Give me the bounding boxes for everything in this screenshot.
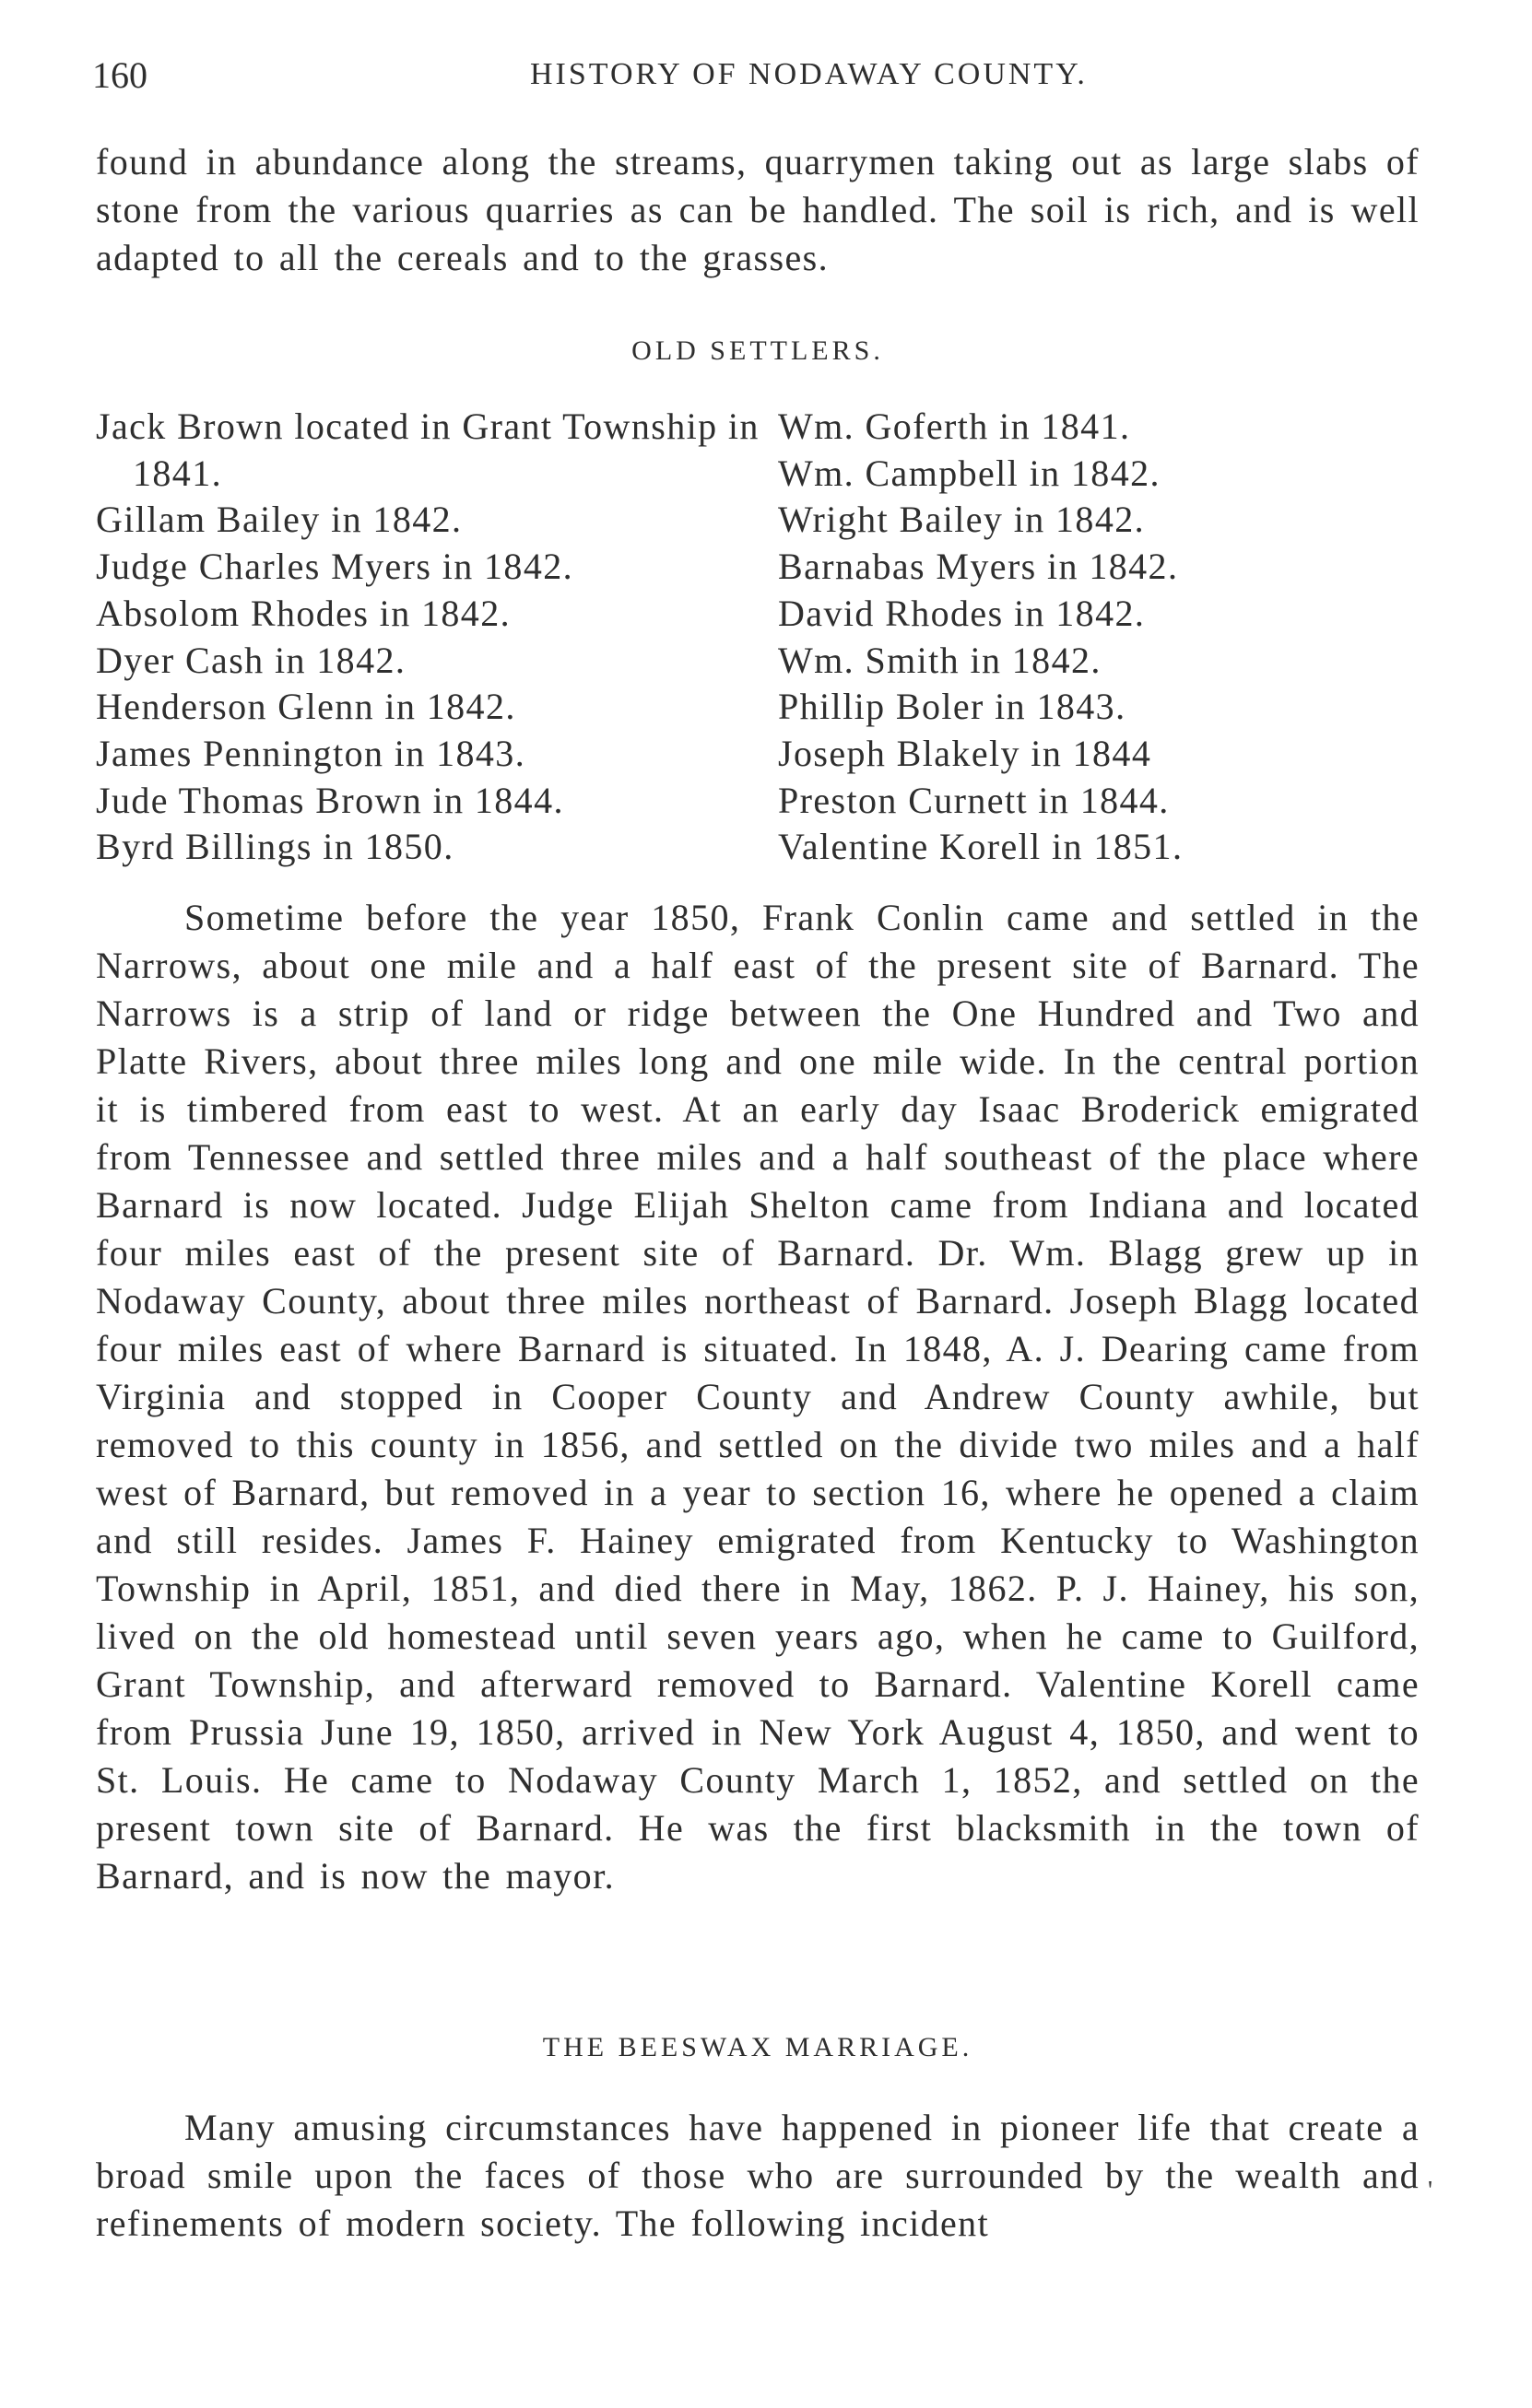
settler-entry: Valentine Korell in 1851. [778, 826, 1184, 868]
settler-entry: Henderson Glenn in 1842. [96, 686, 516, 728]
settler-entry: Jude Thomas Brown in 1844. [96, 779, 564, 821]
beeswax-paragraph: Many amusing circumstances have happened in pioneer life that create a broad smile upon the faces of those who are surrounded by the wealth and refinements of modern society. The following incident [96, 2107, 1420, 2244]
opening-paragraph: found in abundance along the streams, quarrymen taking out as large slabs of stone from the various quarries as can be handled. The soil is rich, and is well adapted to all the cereals and to the grasses. [96, 141, 1420, 278]
narrows-paragraph: Sometime before the year 1850, Frank Conlin came and settled in the Narrows, about one mile and a half east of the present site of Barnard. The Narrows is a strip of land or ridge between the One Hundred and Two and Platte Rivers, about three miles long and one mile wide. In the central portion it is timbered from east to west. At an early day Isaac Broderick emigrated from Tennessee and settled three miles and a half southeast of the place where Barnard is now located. Judge Elijah Shelton came from Indiana and located four miles east of the present site of Barnard. Dr. Wm. Blagg grew up in Nodaway County, about three miles northeast of Barnard. Joseph Blagg located four miles east of where Barnard is situated. In 1848, A. J. Dearing came from Virginia and stopped in Cooper County and Andrew County awhile, but removed to this county in 1856, and settled on the divide two miles and a half west of Barnard, but removed in a year to section 16, where he opened a claim and still resides. James F. Hainey emigrated from Kentucky to Washington Township in April, 1851, and died there in May, 1862. P. J. Hainey, his son, lived on the old homestead until seven years ago, when he came to Guilford, Grant Township, and afterward removed to Barnard. Valentine Korell came from Prussia June 19, 1850, arrived in New York August 4, 1850, and went to St. Louis. He came to Nodaway County March 1, 1852, and settled on the present town site of Barnard. He was the first blacksmith in the town of Barnard, and is now the mayor. [96, 897, 1420, 1897]
settler-entry: Wm. Goferth in 1841. [778, 405, 1131, 447]
margin-mark: ' [1428, 2177, 1433, 2205]
settler-entry: Barnabas Myers in 1842. [778, 546, 1179, 588]
settlers-left-column [96, 404, 760, 871]
settler-entry: Byrd Billings in 1850. [96, 826, 454, 868]
running-title: HISTORY OF NODAWAY COUNTY. [530, 57, 1088, 91]
page-number: 160 [92, 54, 147, 96]
settler-entry: Jack Brown located in Grant Township in 1841. [96, 405, 760, 494]
settler-entry: Wm. Smith in 1842. [778, 639, 1102, 681]
beeswax-marriage-heading: THE BEESWAX MARRIAGE. [542, 2032, 973, 2062]
settler-entry: Phillip Boler in 1843. [778, 686, 1126, 728]
settler-entry: Absolom Rhodes in 1842. [96, 592, 511, 634]
settler-entry: Judge Charles Myers in 1842. [96, 546, 574, 588]
settler-entry: Gillam Bailey in 1842. [96, 499, 463, 541]
settler-entry: Dyer Cash in 1842. [96, 639, 407, 681]
old-settlers-heading: OLD SETTLERS. [631, 335, 884, 366]
settler-entry: Preston Curnett in 1844. [778, 779, 1170, 821]
settler-entry: Wm. Campbell in 1842. [778, 452, 1161, 494]
settler-entry: Wright Bailey in 1842. [778, 499, 1146, 541]
running-head [92, 53, 1420, 100]
settler-entry: Joseph Blakely in 1844 [778, 732, 1152, 774]
settlers-right-column [778, 404, 1420, 871]
settler-entry: David Rhodes in 1842. [778, 592, 1146, 634]
settler-entry: James Pennington in 1843. [96, 732, 526, 774]
